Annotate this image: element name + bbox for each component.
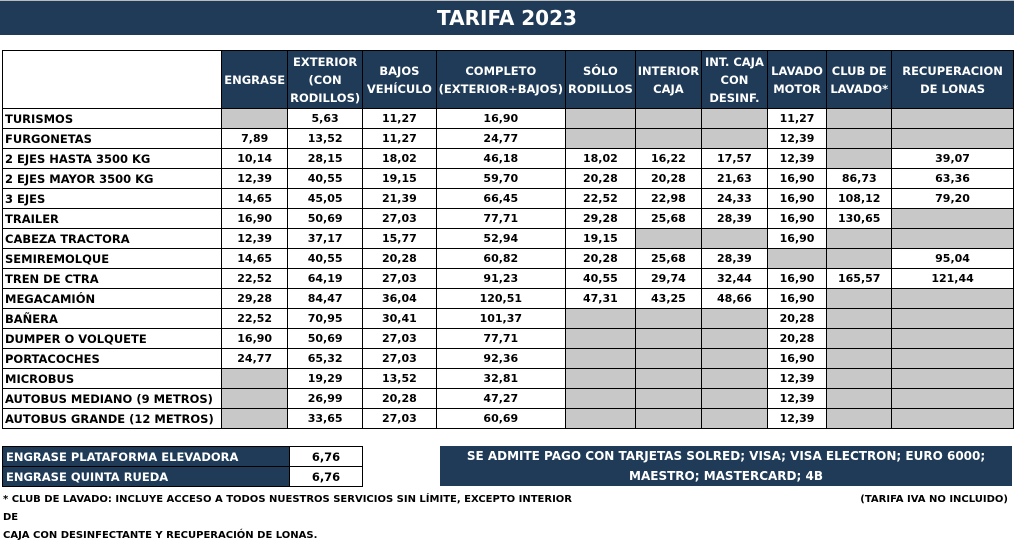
row-label: TURISMOS <box>3 109 222 129</box>
price-cell <box>222 389 288 409</box>
price-cell <box>565 109 635 129</box>
price-cell: 16,90 <box>767 229 827 249</box>
footnote-line: CAJA CON DESINFECTANTE Y RECUPERACIÓN DE LONAS. <box>3 530 318 541</box>
price-cell: 16,90 <box>436 109 565 129</box>
price-cell: 108,12 <box>827 189 892 209</box>
price-cell: 120,51 <box>436 289 565 309</box>
price-cell <box>892 109 1014 129</box>
price-cell <box>702 409 768 429</box>
price-cell <box>827 409 892 429</box>
price-cell: 5,63 <box>288 109 363 129</box>
price-cell: 20,28 <box>363 389 437 409</box>
row-label: CABEZA TRACTORA <box>3 229 222 249</box>
price-cell <box>565 409 635 429</box>
row-label: MEGACAMIÓN <box>3 289 222 309</box>
table-row <box>3 109 1014 129</box>
price-cell: 77,71 <box>436 329 565 349</box>
price-cell: 84,47 <box>288 289 363 309</box>
price-cell: 46,18 <box>436 149 565 169</box>
price-cell <box>892 329 1014 349</box>
price-cell <box>565 129 635 149</box>
price-cell: 16,90 <box>767 169 827 189</box>
price-cell: 101,37 <box>436 309 565 329</box>
price-cell: 15,77 <box>363 229 437 249</box>
price-cell: 165,57 <box>827 269 892 289</box>
price-cell: 10,14 <box>222 149 288 169</box>
table-row <box>3 249 1014 269</box>
price-cell: 16,90 <box>222 329 288 349</box>
table-row <box>3 409 1014 429</box>
price-cell <box>635 329 701 349</box>
price-cell <box>635 309 701 329</box>
price-cell <box>565 369 635 389</box>
extra-row <box>3 447 363 467</box>
price-cell: 29,28 <box>565 209 635 229</box>
price-cell: 22,52 <box>222 269 288 289</box>
price-cell: 39,07 <box>892 149 1014 169</box>
price-cell <box>892 289 1014 309</box>
price-cell: 37,17 <box>288 229 363 249</box>
price-cell: 16,90 <box>767 269 827 289</box>
price-cell <box>892 409 1014 429</box>
row-label: 2 EJES HASTA 3500 KG <box>3 149 222 169</box>
price-cell <box>892 229 1014 249</box>
table-row <box>3 169 1014 189</box>
table-row <box>3 389 1014 409</box>
column-header: RECUPERACION DE LONAS <box>892 51 1014 109</box>
price-cell: 20,28 <box>635 169 701 189</box>
table-header-row <box>3 51 1014 109</box>
price-cell <box>767 249 827 269</box>
price-cell <box>702 389 768 409</box>
extra-value: 6,76 <box>290 447 363 467</box>
table-body <box>3 109 1014 429</box>
price-cell <box>827 129 892 149</box>
price-cell: 19,29 <box>288 369 363 389</box>
price-cell <box>565 349 635 369</box>
price-cell: 65,32 <box>288 349 363 369</box>
price-cell: 29,74 <box>635 269 701 289</box>
price-cell: 16,90 <box>767 349 827 369</box>
price-cell <box>702 369 768 389</box>
payment-line: MAESTRO; MASTERCARD; 4B <box>629 469 823 483</box>
price-cell: 7,89 <box>222 129 288 149</box>
table-row <box>3 149 1014 169</box>
price-cell: 11,27 <box>363 129 437 149</box>
price-cell <box>222 369 288 389</box>
price-cell: 12,39 <box>767 389 827 409</box>
price-cell: 12,39 <box>767 369 827 389</box>
table-row <box>3 129 1014 149</box>
price-cell <box>702 309 768 329</box>
price-cell: 27,03 <box>363 409 437 429</box>
row-label: DUMPER O VOLQUETE <box>3 329 222 349</box>
price-cell: 22,52 <box>565 189 635 209</box>
extra-label: ENGRASE QUINTA RUEDA <box>3 467 290 487</box>
price-cell <box>827 349 892 369</box>
price-cell: 16,90 <box>767 189 827 209</box>
price-cell: 12,39 <box>767 129 827 149</box>
row-label: SEMIREMOLQUE <box>3 249 222 269</box>
price-cell <box>892 129 1014 149</box>
table-row <box>3 369 1014 389</box>
price-cell <box>565 389 635 409</box>
price-cell: 59,70 <box>436 169 565 189</box>
price-cell: 24,77 <box>222 349 288 369</box>
price-cell: 121,44 <box>892 269 1014 289</box>
price-cell: 12,39 <box>222 169 288 189</box>
price-cell: 45,05 <box>288 189 363 209</box>
price-cell <box>635 389 701 409</box>
row-label: FURGONETAS <box>3 129 222 149</box>
column-header: INTERIOR CAJA <box>635 51 701 109</box>
price-cell: 18,02 <box>565 149 635 169</box>
column-header: INT. CAJA CON DESINF. <box>702 51 768 109</box>
price-cell: 16,90 <box>767 289 827 309</box>
price-cell: 30,41 <box>363 309 437 329</box>
price-cell <box>892 309 1014 329</box>
price-cell: 16,90 <box>767 209 827 229</box>
price-cell: 52,94 <box>436 229 565 249</box>
price-cell: 13,52 <box>363 369 437 389</box>
price-cell: 17,57 <box>702 149 768 169</box>
price-cell: 64,19 <box>288 269 363 289</box>
price-cell: 24,33 <box>702 189 768 209</box>
row-label: TREN DE CTRA <box>3 269 222 289</box>
price-table <box>2 50 1014 429</box>
price-cell: 63,36 <box>892 169 1014 189</box>
table-row <box>3 269 1014 289</box>
row-label: AUTOBUS GRANDE (12 METROS) <box>3 409 222 429</box>
price-cell <box>635 349 701 369</box>
table-row <box>3 229 1014 249</box>
row-label: BAÑERA <box>3 309 222 329</box>
price-cell: 86,73 <box>827 169 892 189</box>
price-cell <box>827 149 892 169</box>
price-cell: 20,28 <box>565 249 635 269</box>
price-cell <box>222 409 288 429</box>
row-label: TRAILER <box>3 209 222 229</box>
price-cell <box>565 329 635 349</box>
column-header: EXTERIOR (CON RODILLOS) <box>288 51 363 109</box>
price-cell: 27,03 <box>363 329 437 349</box>
price-cell: 79,20 <box>892 189 1014 209</box>
price-cell: 70,95 <box>288 309 363 329</box>
extra-value: 6,76 <box>290 467 363 487</box>
price-cell <box>827 289 892 309</box>
row-label: PORTACOCHES <box>3 349 222 369</box>
price-cell: 32,81 <box>436 369 565 389</box>
price-cell: 40,55 <box>565 269 635 289</box>
price-cell <box>827 389 892 409</box>
price-cell: 19,15 <box>363 169 437 189</box>
price-cell: 14,65 <box>222 249 288 269</box>
extra-row <box>3 467 363 487</box>
price-cell: 50,69 <box>288 329 363 349</box>
table-row <box>3 349 1014 369</box>
price-cell: 16,90 <box>222 209 288 229</box>
price-cell <box>635 129 701 149</box>
price-cell: 29,28 <box>222 289 288 309</box>
price-cell: 21,39 <box>363 189 437 209</box>
price-cell: 27,03 <box>363 269 437 289</box>
price-cell: 27,03 <box>363 349 437 369</box>
price-cell: 11,27 <box>363 109 437 129</box>
price-cell <box>827 229 892 249</box>
row-label: 2 EJES MAYOR 3500 KG <box>3 169 222 189</box>
price-cell: 47,27 <box>436 389 565 409</box>
price-cell <box>827 309 892 329</box>
extra-label: ENGRASE PLATAFORMA ELEVADORA <box>3 447 290 467</box>
table-row <box>3 209 1014 229</box>
price-cell <box>702 329 768 349</box>
column-header: LAVADO MOTOR <box>767 51 827 109</box>
price-cell <box>702 109 768 129</box>
price-cell <box>892 369 1014 389</box>
price-cell <box>635 369 701 389</box>
price-cell: 36,04 <box>363 289 437 309</box>
price-cell: 28,39 <box>702 209 768 229</box>
extras-table <box>2 446 363 487</box>
table-row <box>3 289 1014 309</box>
column-header: COMPLETO (EXTERIOR+BAJOS) <box>436 51 565 109</box>
price-cell <box>702 229 768 249</box>
price-cell: 32,44 <box>702 269 768 289</box>
price-cell: 20,28 <box>767 309 827 329</box>
price-cell: 95,04 <box>892 249 1014 269</box>
price-cell: 48,66 <box>702 289 768 309</box>
price-cell: 77,71 <box>436 209 565 229</box>
price-cell: 12,39 <box>222 229 288 249</box>
table-row <box>3 309 1014 329</box>
price-cell: 14,65 <box>222 189 288 209</box>
price-cell <box>827 249 892 269</box>
price-cell: 22,52 <box>222 309 288 329</box>
price-cell: 28,15 <box>288 149 363 169</box>
price-cell: 12,39 <box>767 149 827 169</box>
price-cell <box>635 229 701 249</box>
price-cell: 26,99 <box>288 389 363 409</box>
price-cell <box>892 209 1014 229</box>
page-title: TARIFA 2023 <box>0 0 1014 35</box>
price-cell: 12,39 <box>767 409 827 429</box>
payment-line: SE ADMITE PAGO CON TARJETAS SOLRED; VISA; VISA ELECTRON; EURO 6000; <box>466 449 986 463</box>
price-cell: 33,65 <box>288 409 363 429</box>
price-cell: 21,63 <box>702 169 768 189</box>
price-cell: 60,69 <box>436 409 565 429</box>
price-cell: 130,65 <box>827 209 892 229</box>
iva-note: (TARIFA IVA NO INCLUIDO) <box>860 494 1008 505</box>
price-cell <box>635 109 701 129</box>
column-header: CLUB DE LAVADO* <box>827 51 892 109</box>
price-cell: 27,03 <box>363 209 437 229</box>
price-cell: 28,39 <box>702 249 768 269</box>
price-cell <box>702 129 768 149</box>
price-cell: 18,02 <box>363 149 437 169</box>
price-cell <box>827 329 892 349</box>
price-cell <box>827 109 892 129</box>
footnote-line: * CLUB DE LAVADO: INCLUYE ACCESO A TODOS NUESTROS SERVICIOS SIN LÍMITE, EXCEPTO INTERIOR DE <box>3 494 572 523</box>
price-cell: 91,23 <box>436 269 565 289</box>
price-cell: 43,25 <box>635 289 701 309</box>
price-cell: 20,28 <box>363 249 437 269</box>
price-cell: 16,22 <box>635 149 701 169</box>
price-cell: 66,45 <box>436 189 565 209</box>
column-header: SÓLO RODILLOS <box>565 51 635 109</box>
table-row <box>3 189 1014 209</box>
row-label: MICROBUS <box>3 369 222 389</box>
price-cell <box>565 309 635 329</box>
table-row <box>3 329 1014 349</box>
price-cell: 24,77 <box>436 129 565 149</box>
price-cell: 40,55 <box>288 169 363 189</box>
price-cell: 19,15 <box>565 229 635 249</box>
price-cell: 60,82 <box>436 249 565 269</box>
price-cell <box>892 389 1014 409</box>
price-cell: 11,27 <box>767 109 827 129</box>
price-cell: 20,28 <box>767 329 827 349</box>
price-cell: 47,31 <box>565 289 635 309</box>
price-cell <box>222 109 288 129</box>
price-cell <box>892 349 1014 369</box>
price-cell: 13,52 <box>288 129 363 149</box>
price-cell <box>702 349 768 369</box>
price-cell: 25,68 <box>635 249 701 269</box>
price-cell: 25,68 <box>635 209 701 229</box>
payment-info-banner <box>440 446 1012 486</box>
price-cell: 22,98 <box>635 189 701 209</box>
column-header: ENGRASE <box>222 51 288 109</box>
row-label: AUTOBUS MEDIANO (9 METROS) <box>3 389 222 409</box>
price-cell: 92,36 <box>436 349 565 369</box>
column-header: BAJOS VEHÍCULO <box>363 51 437 109</box>
price-cell: 20,28 <box>565 169 635 189</box>
corner-cell <box>3 51 222 109</box>
price-cell: 40,55 <box>288 249 363 269</box>
price-cell <box>635 409 701 429</box>
row-label: 3 EJES <box>3 189 222 209</box>
price-cell <box>827 369 892 389</box>
footnote <box>3 491 583 545</box>
price-cell: 50,69 <box>288 209 363 229</box>
